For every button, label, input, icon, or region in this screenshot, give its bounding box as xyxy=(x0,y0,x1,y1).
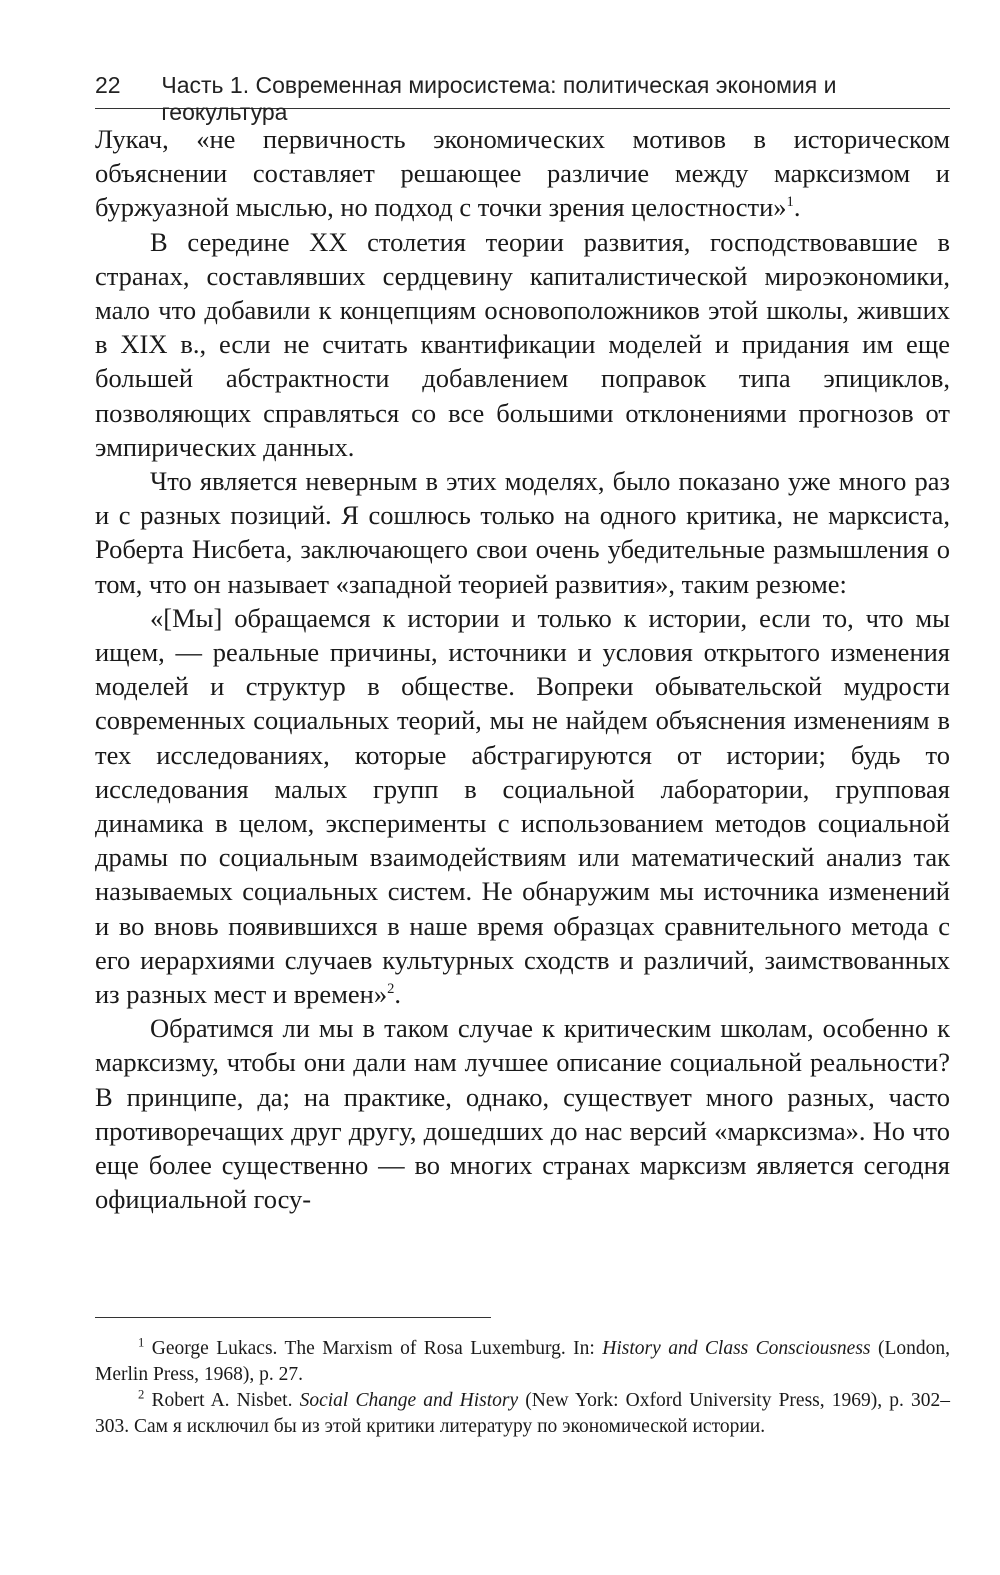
paragraph: Что является неверным в этих моделях, было показано уже много раз и с разных позиций. Я сошлюсь только на одного критика, не марксиста, Роберта Нисбета, заключающего свои очень убедительные размышления о том, что он называет «западной теорией развития», таким резюме: xyxy=(95,466,950,599)
footnote-text: (New York: Oxford University Press, 1969), p. 302–303. Сам я исключил бы из этой критики литературу по экономической истории. xyxy=(95,1390,951,1437)
running-head xyxy=(95,72,950,125)
footnote-mark: 1 xyxy=(138,1335,145,1350)
footnotes xyxy=(95,1336,950,1440)
footnote-title: History and Class Consciousness xyxy=(602,1338,871,1359)
main-text xyxy=(95,122,950,1217)
footnote-text: George Lukacs. The Marxism of Rosa Luxemburg. In: xyxy=(151,1338,603,1359)
paragraph xyxy=(95,122,950,225)
footnote-ref: 1 xyxy=(786,194,794,211)
paragraph-end: . xyxy=(394,979,401,1010)
quotation-paragraph xyxy=(95,601,950,1011)
footnote-mark: 2 xyxy=(138,1387,145,1402)
paragraph: Обратимся ли мы в таком случае к критическим школам, особенно к марксизму, чтобы они дали нам лучшее описание социальной реальности? В принципе, да; на практике, однако, существует много разных, часто противоречащих друг другу, дошедших до нас версий «марксизма». Но что еще более существенно — во многих странах марксизм является сегодня официальной госу- xyxy=(95,1013,950,1215)
paragraph-text: «[Мы] обращаемся к истории и только к истории, если то, что мы ищем, — реальные причины, источники и условия открытого изменения моделей и структур в обществе. Вопреки обывательской мудрости современных социальных теорий, мы не найдем объяснения изменениям в тех исследованиях, которые абстрагируются от истории; будь то исследования малых групп в социальной лаборатории, групповая динамика в целом, эксперименты с использованием методов социальной драмы по социальным взаимодействиям или математический анализ так называемых социальных систем. Не обнаружим мы источника изменений и во вновь появившихся в наше время образцах сравнительного метода с его иерархиями случаев культурных сходств и различий, заимствованных из разных мест и времен» xyxy=(95,602,950,1010)
footnote-separator xyxy=(95,1317,491,1318)
footnote-text: Robert A. Nisbet. xyxy=(151,1390,300,1411)
footnote-ref: 2 xyxy=(387,980,395,997)
paragraph: В середине XX столетия теории развития, господствовавшие в странах, составлявших сердцевину капиталистической мироэкономики, мало что добавили к концепциям основоположников этой школы, живших в XIX в., если не считать квантификации моделей и придания им еще большей абстрактности добавлением поправок типа эпициклов, позволяющих справляться со все большими отклонениями прогнозов от эмпирических данных. xyxy=(95,226,950,462)
footnote xyxy=(95,1388,950,1440)
footnote-title: Social Change and History xyxy=(299,1390,519,1411)
page-number: 22 xyxy=(95,72,121,98)
footnote xyxy=(95,1336,950,1388)
running-title: Часть 1. Современная миросистема: политическая экономия и геокультура xyxy=(161,72,837,125)
paragraph-text: Лукач, «не первичность экономических мотивов в историческом объяснении составляет решающее различие между марксизмом и буржуазной мыслью, но подход с точки зрения целостности» xyxy=(95,124,950,223)
paragraph-end: . xyxy=(793,192,801,223)
footnote-text: (London, Merlin Press, 1968), p. 27. xyxy=(95,1338,950,1385)
